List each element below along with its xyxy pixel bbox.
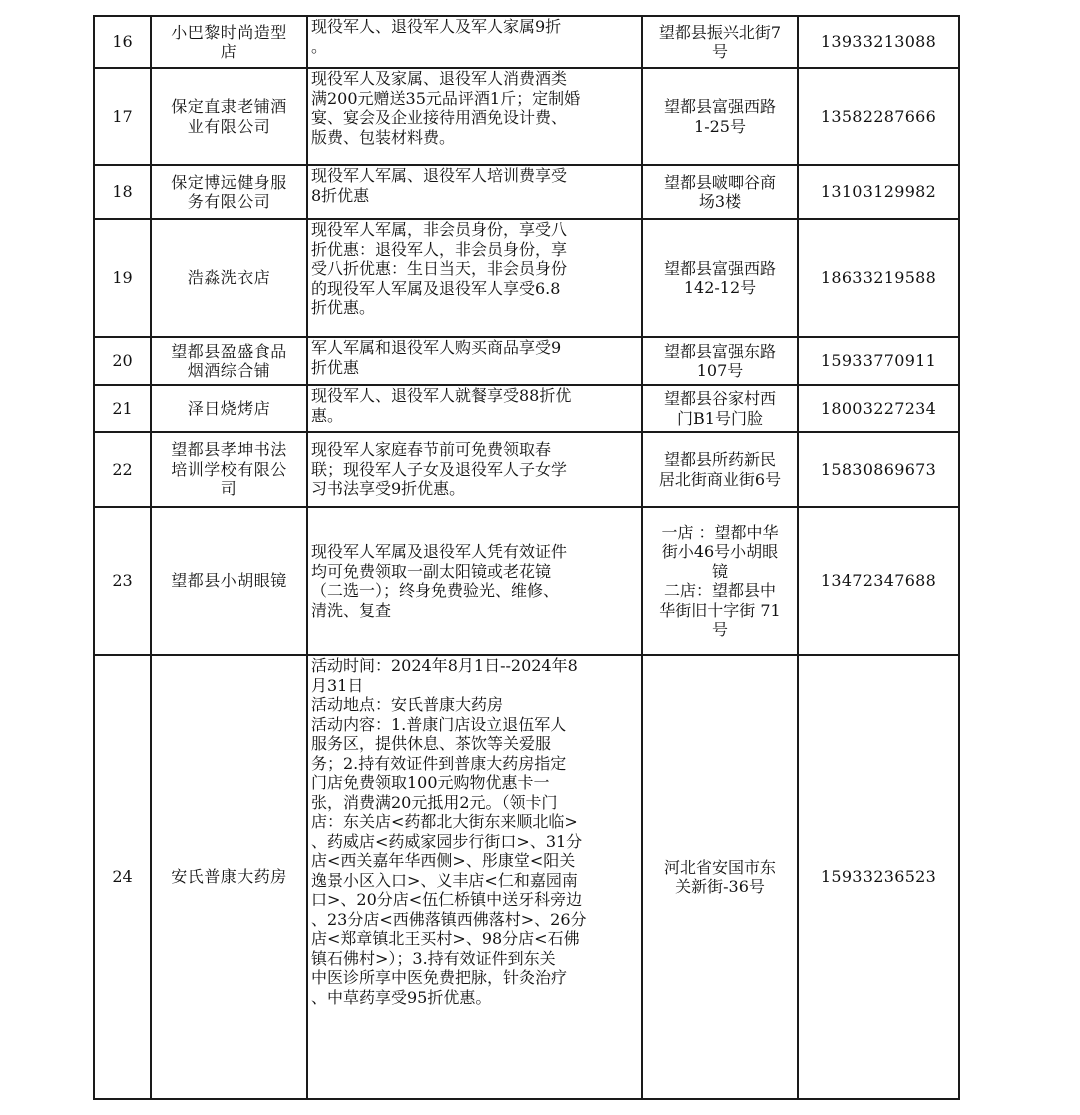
merchant-address: 望都县富强西路 1-25号 <box>642 68 798 165</box>
row-number: 19 <box>94 219 151 337</box>
table-row <box>94 655 959 1099</box>
merchant-phone: 13582287666 <box>798 68 959 165</box>
row-number: 24 <box>94 655 151 1099</box>
discount-offer: 现役军人及家属、退役军人消费酒类 满200元赠送35元品评酒1斤；定制婚 宴、宴会及企业接待用酒免设计费、 版费、包装材料费。 <box>307 68 642 165</box>
merchant-phone: 13103129982 <box>798 165 959 219</box>
table-row <box>94 68 959 165</box>
merchant-address: 望都县啵唧谷商 场3楼 <box>642 165 798 219</box>
merchant-phone: 13472347688 <box>798 507 959 655</box>
merchant-phone: 15933770911 <box>798 337 959 385</box>
discount-offer: 活动时间：2024年8月1日--2024年8 月31日 活动地点：安氏普康大药房 活动内容：1.普康门店设立退伍军人 服务区，提供休息、茶饮等关爱服 务；2.持有效证件到普康大药房指定 门店免费领取100元购物优惠卡一 张，消费满20元抵用2元。（领卡门 店：东关店<药都北大街东来顺北临> 、药威店<药威家园步行街口>、31分 店<西关嘉年华西侧>、彤康堂<阳关 逸景小区入口>、义丰店<仁和嘉园南 口>、20分店<伍仁桥镇中送牙科旁边 、23分店<西佛落镇西佛落村>、26分 店<郑章镇北王买村>、98分店<石佛 镇石佛村>）；3.持有效证件到东关 中医诊所享中医免费把脉，针灸治疗 、中草药享受95折优惠。 <box>307 655 642 1099</box>
discount-offer: 现役军人、退役军人就餐享受88折优 惠。 <box>307 385 642 432</box>
merchant-address: 望都县富强西路 142-12号 <box>642 219 798 337</box>
merchant-name: 小巴黎时尚造型 店 <box>151 16 307 68</box>
discount-offer: 现役军人家庭春节前可免费领取春 联；现役军人子女及退役军人子女学 习书法享受9折优惠。 <box>307 432 642 507</box>
table-row <box>94 432 959 507</box>
merchant-address: 望都县振兴北街7 号 <box>642 16 798 68</box>
discount-offer: 现役军人军属、退役军人培训费享受 8折优惠 <box>307 165 642 219</box>
discount-offer: 军人军属和退役军人购买商品享受9 折优惠 <box>307 337 642 385</box>
merchant-address: 望都县所药新民 居北街商业街6号 <box>642 432 798 507</box>
merchant-phone: 15933236523 <box>798 655 959 1099</box>
merchant-address: 河北省安国市东 关新街-36号 <box>642 655 798 1099</box>
merchant-name: 望都县盈盛食品 烟酒综合铺 <box>151 337 307 385</box>
merchant-name: 安氏普康大药房 <box>151 655 307 1099</box>
table-row <box>94 385 959 432</box>
row-number: 17 <box>94 68 151 165</box>
merchant-name: 保定博远健身服 务有限公司 <box>151 165 307 219</box>
table-row <box>94 507 959 655</box>
merchant-address: 一店 ：望都中华 街小46号小胡眼 镜 二店：望都县中 华街旧十字街 71 号 <box>642 507 798 655</box>
merchant-name: 泽日烧烤店 <box>151 385 307 432</box>
discount-offer: 现役军人军属及退役军人凭有效证件 均可免费领取一副太阳镜或老花镜 （二选一）；终身免费验光、维修、 清洗、复查 <box>307 507 642 655</box>
table-row <box>94 16 959 68</box>
discount-offer: 现役军人军属，非会员身份，享受八 折优惠：退役军人，非会员身份，享 受八折优惠：生日当天，非会员身份 的现役军人军属及退役军人享受6.8 折优惠。 <box>307 219 642 337</box>
table-row <box>94 337 959 385</box>
table-row <box>94 165 959 219</box>
merchant-phone: 15830869673 <box>798 432 959 507</box>
merchant-name: 浩淼洗衣店 <box>151 219 307 337</box>
merchant-name: 保定直隶老铺酒 业有限公司 <box>151 68 307 165</box>
row-number: 21 <box>94 385 151 432</box>
table-row <box>94 219 959 337</box>
discount-offer: 现役军人、退役军人及军人家属9折 。 <box>307 16 642 68</box>
row-number: 23 <box>94 507 151 655</box>
merchant-address: 望都县富强东路 107号 <box>642 337 798 385</box>
merchant-discount-table <box>93 15 960 1100</box>
merchant-phone: 18633219588 <box>798 219 959 337</box>
merchant-phone: 13933213088 <box>798 16 959 68</box>
row-number: 20 <box>94 337 151 385</box>
merchant-phone: 18003227234 <box>798 385 959 432</box>
row-number: 22 <box>94 432 151 507</box>
merchant-address: 望都县谷家村西 门B1号门脸 <box>642 385 798 432</box>
row-number: 16 <box>94 16 151 68</box>
row-number: 18 <box>94 165 151 219</box>
merchant-name: 望都县小胡眼镜 <box>151 507 307 655</box>
merchant-name: 望都县孝坤书法 培训学校有限公 司 <box>151 432 307 507</box>
